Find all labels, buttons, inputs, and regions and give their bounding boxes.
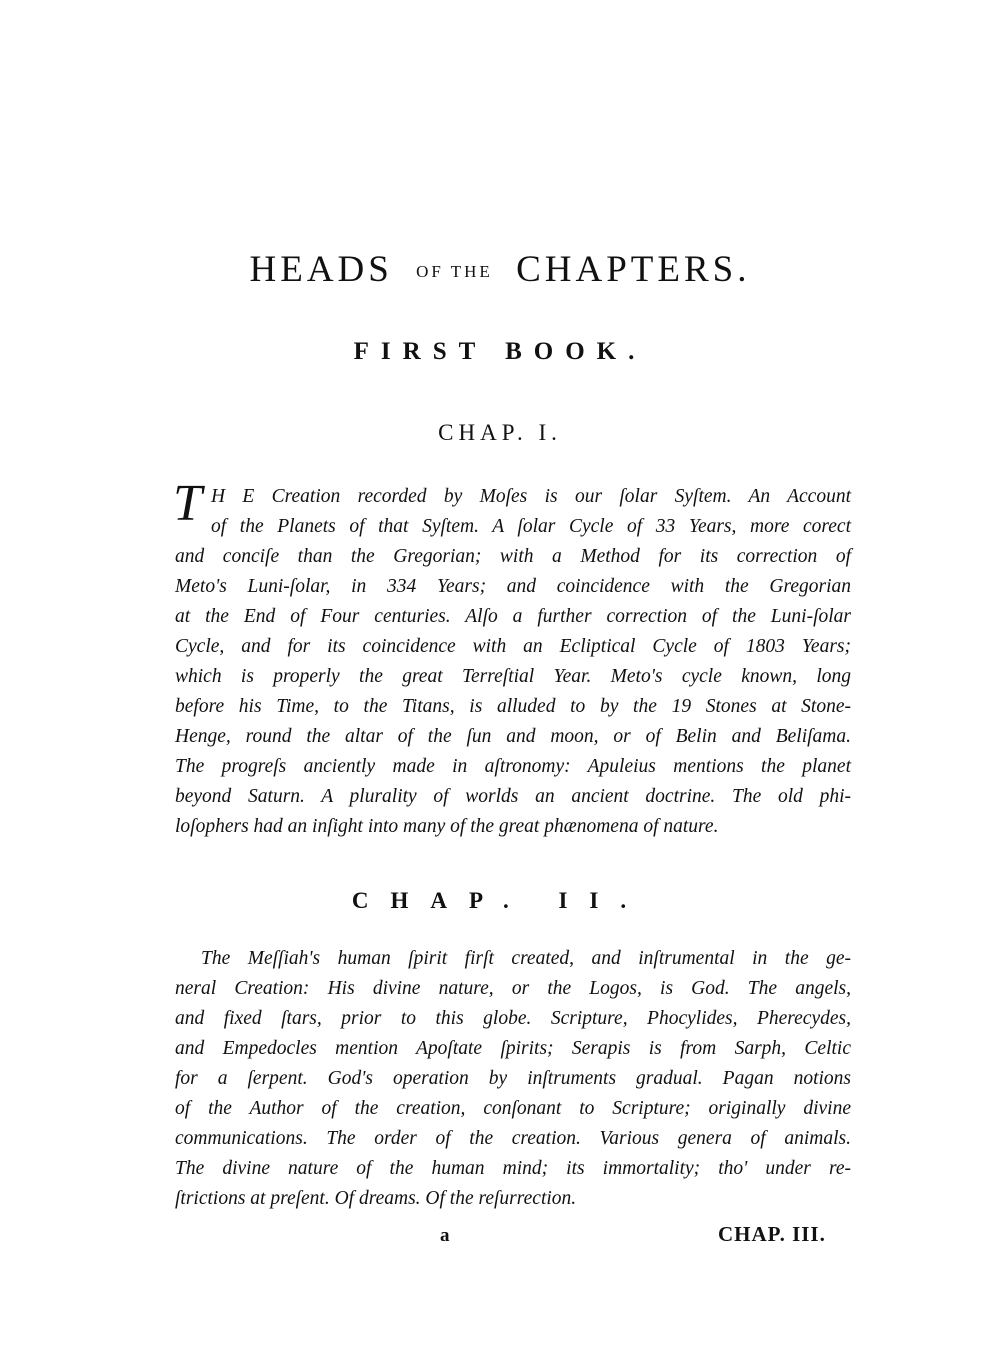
- text-line: H E Creation recorded by Moſes is our ſolar Syſtem. An Account: [211, 486, 851, 507]
- text-line: and conciſe than the Gregorian; with a Method for its correction of: [175, 546, 851, 567]
- text-line: and fixed ſtars, prior to this globe. Scripture, Phocylides, Pherecydes,: [175, 1008, 851, 1029]
- title-chapters: CHAPTERS.: [516, 249, 751, 290]
- text-line: The progreſs anciently made in aſtronomy: Apuleius mentions the planet: [175, 756, 851, 777]
- text-line: at the End of Four centuries. Alſo a further correction of the Luni-ſolar: [175, 606, 851, 627]
- text-line: loſophers had an inſight into many of the great phænomena of nature.: [175, 816, 719, 837]
- text-line: ſtrictions at preſent. Of dreams. Of the reſurrection.: [175, 1188, 577, 1209]
- text-line: The Meſſiah's human ſpirit firſt created, and inſtrumental in the ge-: [201, 948, 851, 969]
- chapter-1-summary: [175, 482, 851, 842]
- drop-cap: T: [173, 475, 202, 532]
- signature-mark: a: [440, 1225, 450, 1246]
- title-of-the: OF THE: [416, 262, 493, 281]
- book-heading: FIRST BOOK.: [353, 338, 647, 365]
- text-line: beyond Saturn. A plurality of worlds an ancient doctrine. The old phi-: [175, 786, 851, 807]
- chapter-1-heading: CHAP. I.: [438, 420, 562, 445]
- text-line: and Empedocles mention Apoſtate ſpirits; Serapis is from Sarph, Celtic: [175, 1038, 851, 1059]
- text-line: communications. The order of the creation. Various genera of animals.: [175, 1128, 851, 1149]
- page-title: [0, 248, 1000, 291]
- chapter-2-heading: CHAP. II.: [351, 888, 649, 913]
- text-line: for a ſerpent. God's operation by inſtruments gradual. Pagan notions: [175, 1068, 851, 1089]
- text-line: The divine nature of the human mind; its immortality; tho' under re-: [175, 1158, 851, 1179]
- title-heads: HEADS: [249, 249, 393, 290]
- text-line: neral Creation: His divine nature, or the Logos, is God. The angels,: [175, 978, 851, 999]
- text-line: Henge, round the altar of the ſun and moon, or of Belin and Beliſama.: [175, 726, 851, 747]
- text-line: Meto's Luni-ſolar, in 334 Years; and coincidence with the Gregorian: [175, 576, 851, 597]
- text-line: Cycle, and for its coincidence with an Ecliptical Cycle of 1803 Years;: [175, 636, 851, 657]
- catchword: CHAP. III.: [718, 1222, 826, 1246]
- text-line: of the Author of the creation, conſonant to Scripture; originally divine: [175, 1098, 851, 1119]
- text-line: which is properly the great Terreſtial Year. Meto's cycle known, long: [175, 666, 851, 687]
- chapter-2-summary: [175, 944, 851, 1214]
- text-line: before his Time, to the Titans, is alluded to by the 19 Stones at Stone-: [175, 696, 851, 717]
- text-line: of the Planets of that Syſtem. A ſolar Cycle of 33 Years, more corect: [211, 516, 851, 537]
